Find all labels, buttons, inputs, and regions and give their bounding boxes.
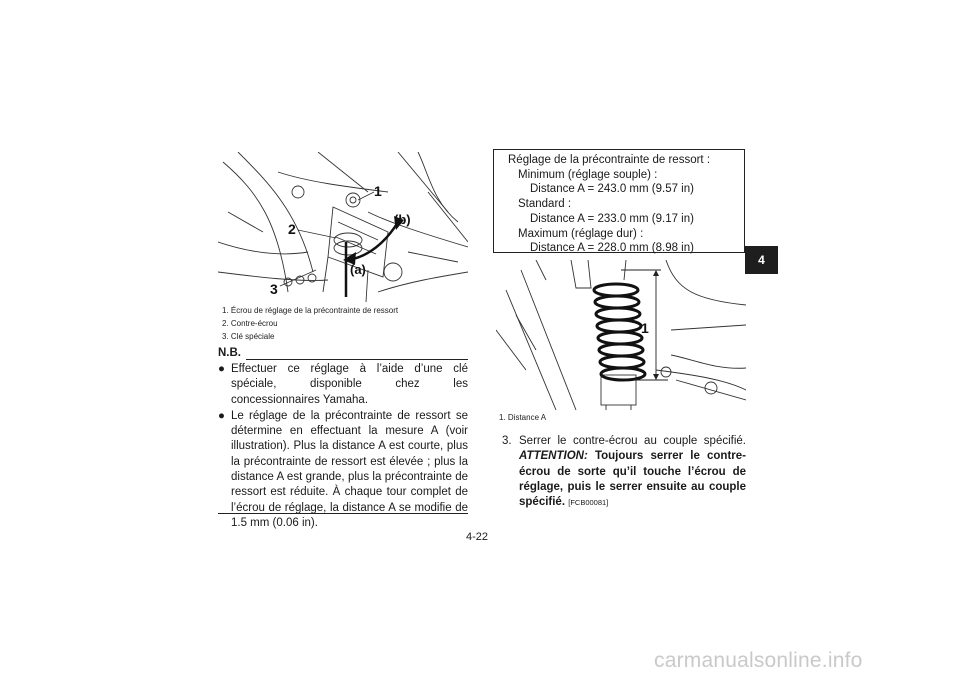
attention-text: Toujours serrer le contre-écrou de sorte qu’il touche l’écrou de réglage, puis le serrer ensuite au couple spécifié.: [519, 450, 746, 509]
list-item: [218, 362, 468, 408]
figure-spring-distance: [496, 260, 746, 410]
step-3: [502, 434, 746, 510]
figure2-caption: 1. Distance A: [499, 413, 547, 422]
spec-min-label: Minimum (réglage souple) :: [518, 168, 658, 181]
spec-title: Réglage de la précontrainte de ressort :: [508, 154, 711, 166]
caption-item: 3. Clé spéciale: [222, 332, 275, 341]
callout-3: 3: [270, 281, 278, 297]
bullet-icon: ●: [218, 409, 225, 422]
preload-spec-box: [493, 149, 745, 253]
callout-2: 2: [288, 221, 296, 237]
spec-max-value: Distance A = 228.0 mm (8.98 in): [530, 242, 694, 255]
bullet-text: Le réglage de la précontrainte de ressort se détermine en effectuant la mesure A (voir illustration). Plus la distance A est courte, plus la précontrainte de ressort est élevée ; plus la distance A est grande, plus la précontrainte de ressort est réduite. À chaque tour complet de l’écrou de réglage, la distance A se modifie de 1.5 mm (0.06 in).: [231, 409, 468, 529]
bullet-icon: ●: [218, 363, 225, 375]
reference-code: [FCB00081]: [568, 498, 609, 508]
figure1-captions: [222, 304, 398, 343]
page-number: 4-22: [466, 531, 489, 543]
watermark: carmanualsonline.info: [654, 649, 863, 672]
callout-b: (b): [394, 212, 411, 227]
spec-min-value: Distance A = 243.0 mm (9.57 in): [530, 183, 694, 196]
callout-a: (a): [350, 262, 366, 277]
chapter-tab: 4: [745, 246, 778, 274]
caption-item: 1. Écrou de réglage de la précontrainte de ressort: [222, 306, 399, 315]
callout-1: 1: [641, 320, 649, 336]
spec-max-label: Maximum (réglage dur) :: [518, 227, 644, 240]
spring-distance-illustration: [496, 260, 746, 410]
spec-std-label: Standard :: [518, 198, 572, 211]
note-title: N.B.: [218, 347, 241, 359]
caption-item: 2. Contre-écrou: [222, 319, 278, 328]
section-divider: [218, 513, 468, 514]
attention-label: ATTENTION:: [519, 450, 588, 463]
step-number: 3.: [502, 435, 512, 447]
step-text: Serrer le contre-écrou au couple spécifié.: [519, 435, 746, 447]
figure-shock-preload: [218, 152, 468, 302]
shock-preload-illustration: [218, 152, 468, 302]
note-bullets: [218, 362, 468, 532]
bullet-text: Effectuer ce réglage à l’aide d’une clé spéciale, disponible chez les concessionnaires Yamaha.: [231, 363, 468, 406]
spec-std-value: Distance A = 233.0 mm (9.17 in): [530, 212, 694, 225]
callout-1: 1: [374, 183, 382, 199]
step-body: [519, 434, 746, 510]
note-divider: [246, 359, 468, 360]
